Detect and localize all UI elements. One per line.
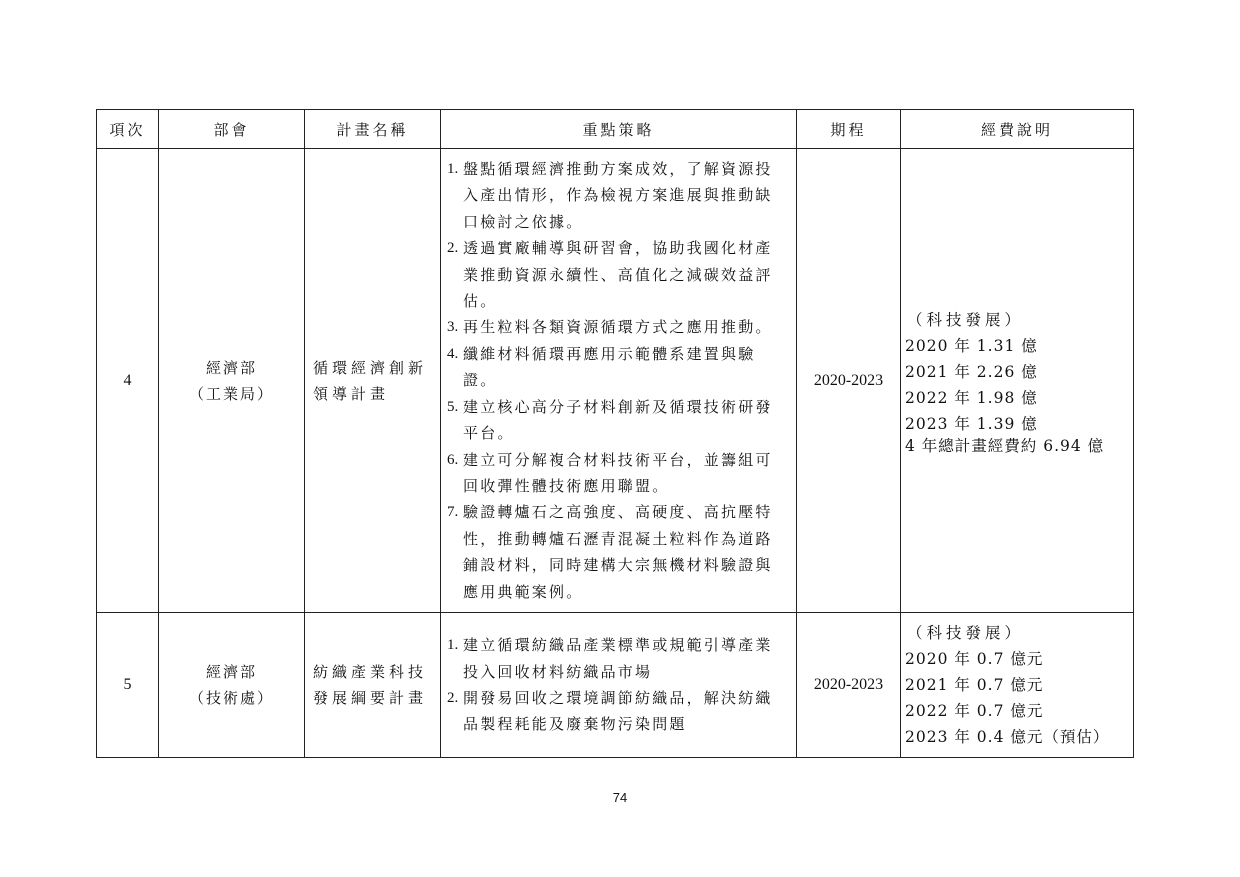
funding-line: 2023 年 1.39 億 (905, 414, 1038, 433)
strategy-number: 3. (447, 319, 459, 336)
strategy-item (447, 235, 788, 314)
header-department: 部會 (159, 110, 305, 149)
funding-line: 2022 年 0.7 億元 (905, 702, 1044, 720)
department-main: 經濟部 (205, 358, 257, 377)
strategy-number: 7. (447, 504, 459, 521)
department-sub: （工業局） (188, 384, 274, 403)
strategy-text: 驗證轉爐石之高強度、高硬度、高抗壓特性，推動轉爐石瀝青混凝土粒料作為道路鋪設材料，同時建構大宗無機材料驗證與應用典範案例。 (463, 503, 773, 601)
strategy-number: 4. (447, 345, 459, 362)
funding-line: 2021 年 0.7 億元 (905, 676, 1044, 694)
funding-line: 2021 年 2.26 億 (905, 362, 1038, 381)
row-index: 4 (97, 149, 159, 613)
header-period: 期程 (797, 110, 901, 149)
table-row (97, 149, 1134, 613)
strategy-item (447, 341, 788, 394)
row-funding (901, 613, 1134, 758)
row-period: 2020-2023 (797, 149, 901, 613)
funding-line: 2023 年 0.4 億元（預估） (905, 728, 1110, 746)
strategy-text: 建立核心高分子材料創新及循環技術研發平台。 (463, 397, 773, 443)
strategy-number: 2. (447, 240, 459, 257)
row-strategies (441, 613, 797, 758)
funding-line: 2020 年 1.31 億 (905, 336, 1038, 355)
row-department (159, 149, 305, 613)
row-funding (901, 149, 1134, 613)
funding-category: （科技發展） (907, 310, 1025, 329)
row-strategies (441, 149, 797, 613)
strategy-item (447, 394, 788, 447)
strategy-item (447, 499, 788, 605)
strategy-text: 纖維材料循環再應用示範體系建置與驗證。 (463, 344, 756, 390)
page-number: 74 (612, 790, 628, 805)
strategy-text: 建立可分解複合材料技術平台，並籌組可回收彈性體技術應用聯盟。 (463, 450, 773, 495)
funding-list (905, 620, 1133, 750)
strategy-item (447, 447, 788, 500)
row-department (159, 613, 305, 758)
strategy-item (447, 156, 788, 235)
row-period: 2020-2023 (797, 613, 901, 758)
strategy-number: 1. (447, 161, 459, 178)
table-row (97, 613, 1134, 758)
header-key-strategies: 重點策略 (441, 110, 797, 149)
strategy-text: 透過實廠輔導與研習會，協助我國化材產業推動資源永續性、高值化之減碳效益評估。 (463, 239, 773, 311)
row-plan-name: 紡織產業科技發展綱要計畫 (305, 613, 441, 758)
header-index: 項次 (97, 110, 159, 149)
department-main: 經濟部 (205, 663, 257, 681)
strategy-list (441, 622, 796, 748)
strategy-text: 盤點循環經濟推動方案成效，了解資源投入產出情形，作為檢視方案進展與推動缺口檢討之依據。 (463, 160, 773, 231)
strategy-number: 1. (447, 637, 459, 654)
department-sub: （技術處） (188, 689, 274, 707)
funding-list (905, 307, 1133, 455)
strategy-text: 開發易回收之環境調節紡織品，解決紡織品製程耗能及廢棄物污染問題 (463, 689, 773, 734)
row-index: 5 (97, 613, 159, 758)
strategy-number: 6. (447, 451, 459, 468)
strategy-item (447, 314, 788, 340)
header-plan-name: 計畫名稱 (305, 110, 441, 149)
header-funding: 經費說明 (901, 110, 1134, 149)
row-plan-name: 循環經濟創新領導計畫 (305, 149, 441, 613)
strategy-number: 5. (447, 398, 459, 415)
funding-category: （科技發展） (907, 624, 1025, 642)
strategy-list (441, 152, 796, 609)
funding-total: 4 年總計畫經費約 6.94 億 (905, 436, 1105, 455)
header-row (97, 110, 1134, 149)
funding-line: 2022 年 1.98 億 (905, 388, 1038, 407)
strategy-number: 2. (447, 690, 459, 706)
strategy-item (447, 632, 788, 685)
strategy-text: 再生粒料各類資源循環方式之應用推動。 (463, 318, 773, 337)
table-header (97, 110, 1134, 149)
plan-table (96, 109, 1134, 758)
table-body (97, 149, 1134, 758)
strategy-item (447, 685, 788, 738)
funding-line: 2020 年 0.7 億元 (905, 650, 1044, 668)
strategy-text: 建立循環紡織品產業標準或規範引導產業投入回收材料紡織品市場 (463, 636, 773, 681)
